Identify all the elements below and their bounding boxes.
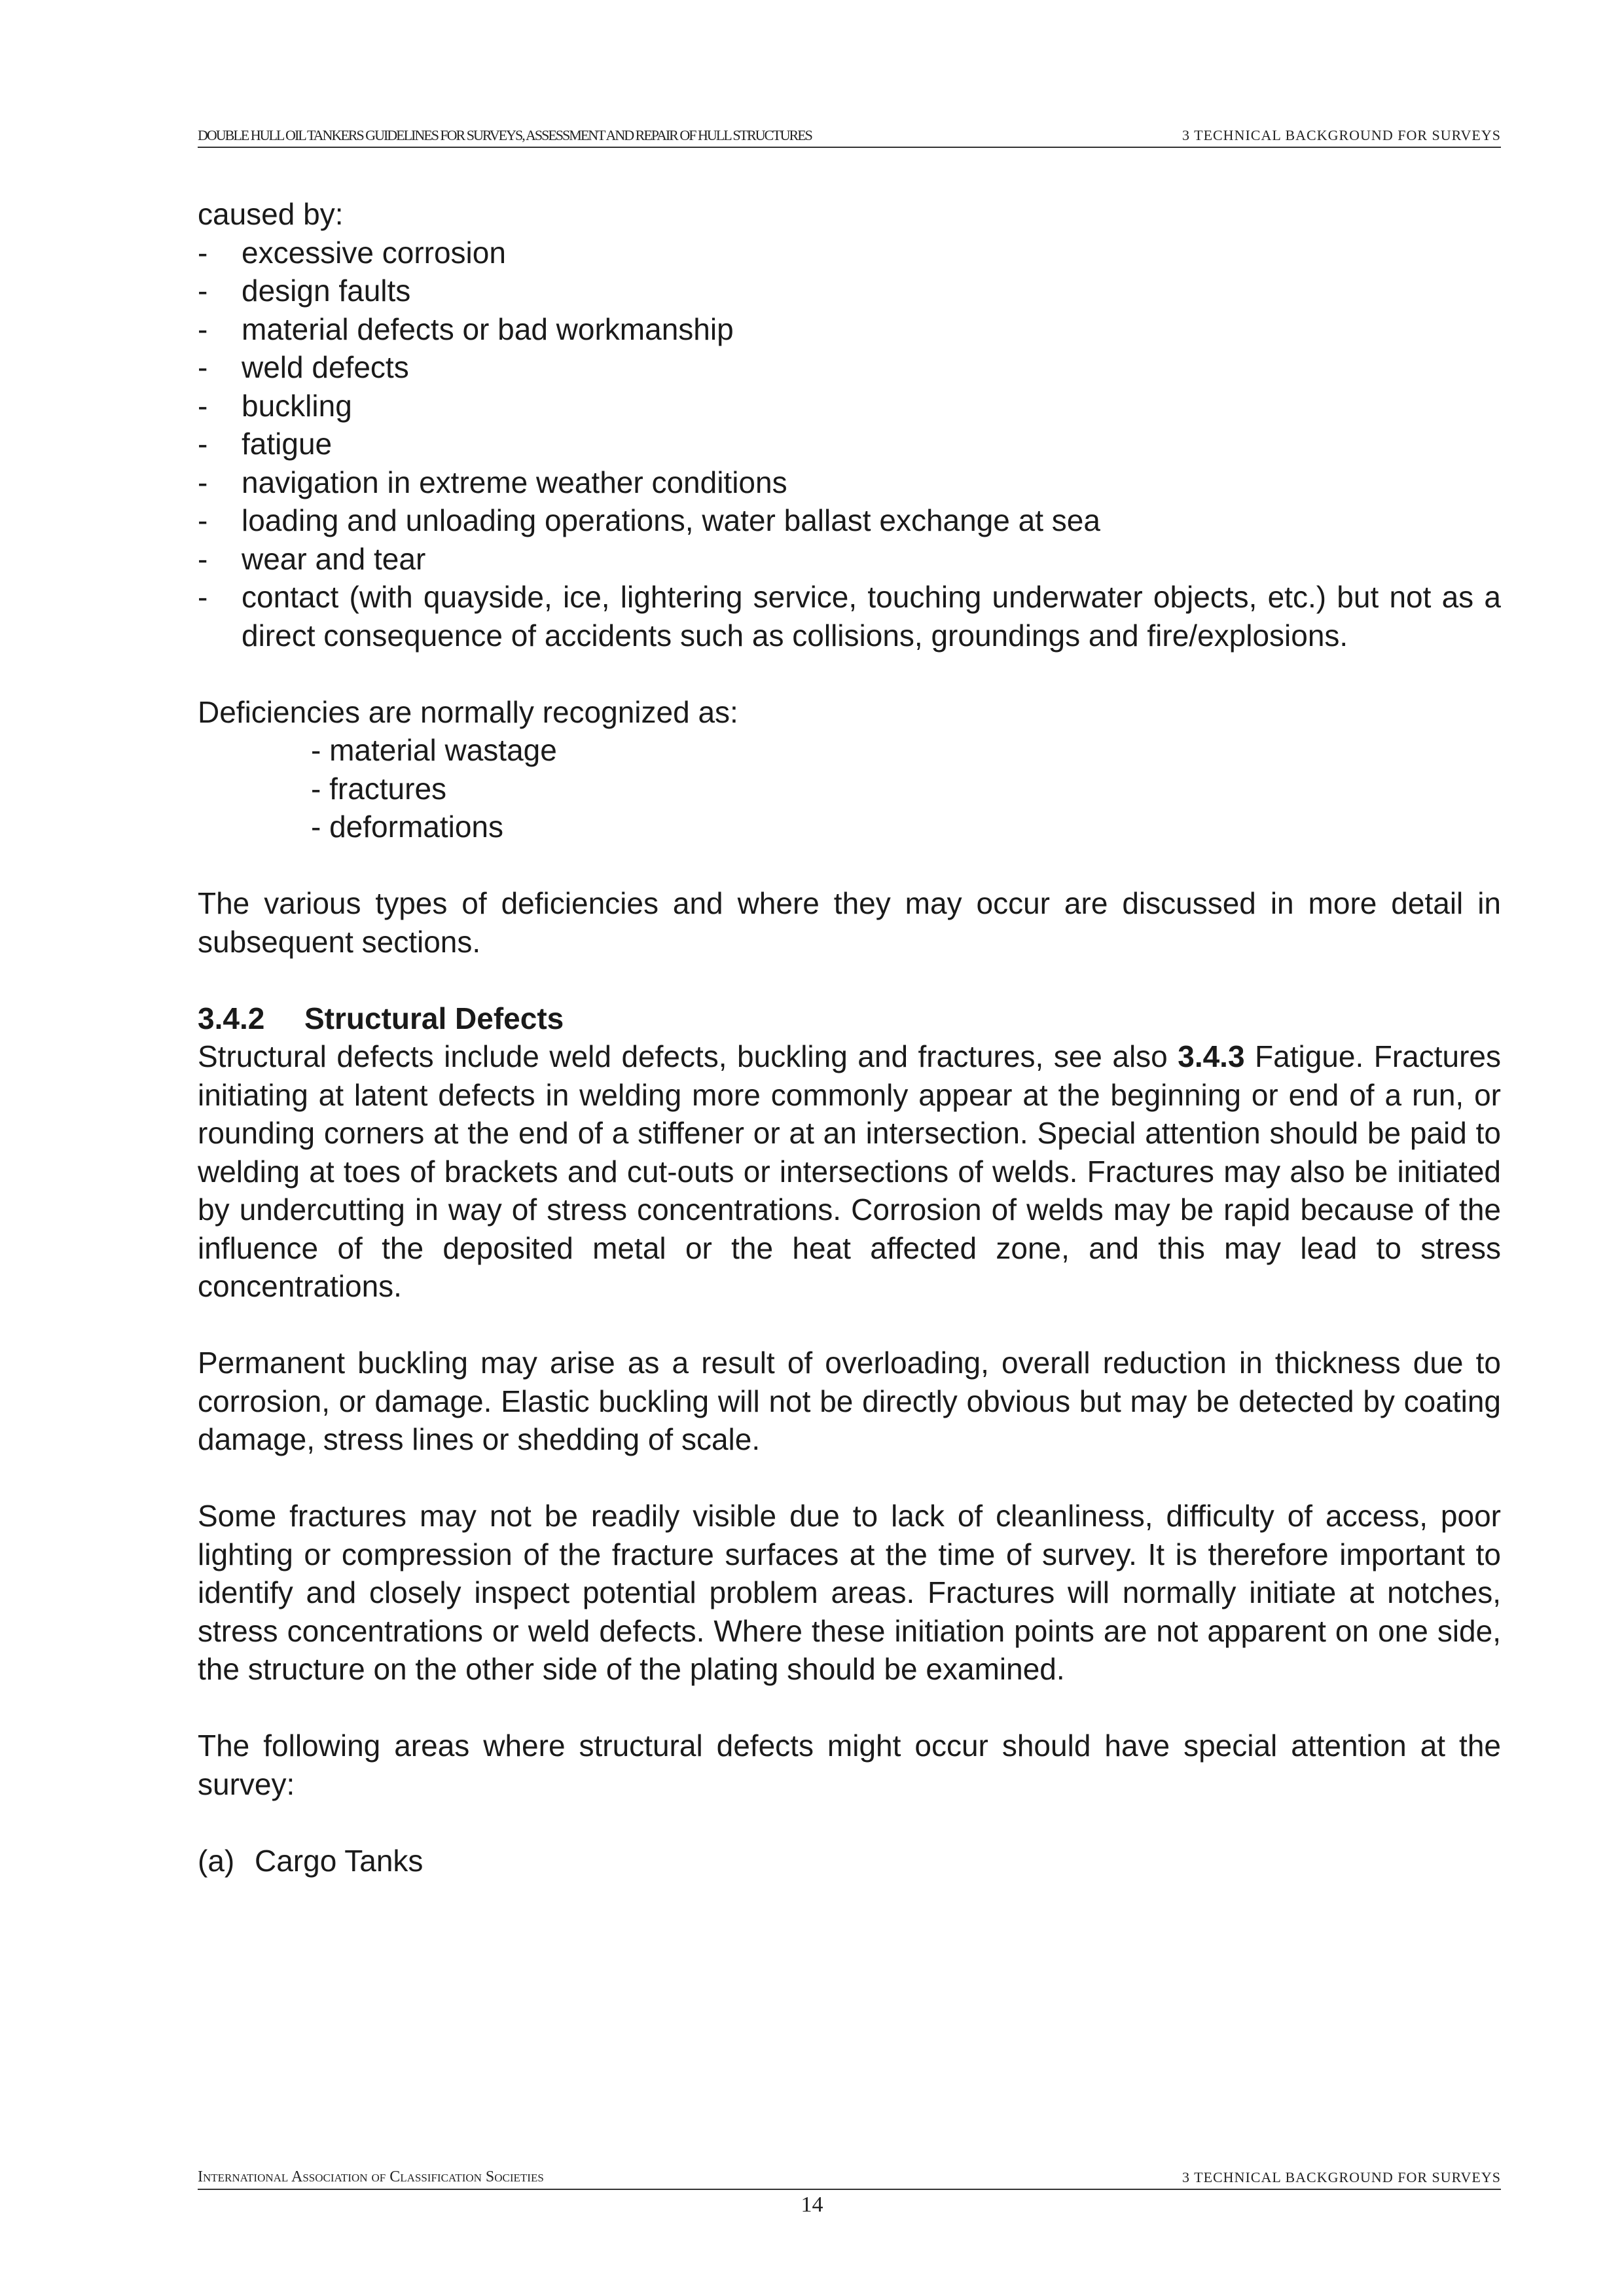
list-item: - deformations — [311, 810, 504, 844]
paragraph-fractures: Some fractures may not be readily visible due to lack of cleanliness, difficulty of access, poor lighting or compression of the fracture surfaces at the time of survey. It is therefore important to identify and closely inspect potential problem areas. Fractures will normally initiate at notches, stress concentrations or weld defects. Where these initiation points are not apparent on one side, the structure on the other side of the plating should be examined. — [198, 1499, 1501, 1686]
list-dash: - — [198, 350, 208, 384]
section-reference: 3.4.3 — [1178, 1039, 1245, 1073]
list-dash: - — [198, 541, 208, 576]
page-footer — [198, 2170, 1501, 2190]
header-document-title: DOUBLE HULL OIL TANKERS GUIDELINES FOR SURVEYS, ASSESSMENT AND REPAIR OF HULL STRUCTURES — [198, 127, 812, 143]
list-item: - navigation in extreme weather conditions — [198, 463, 1501, 502]
paragraph-structural-defects: Structural defects include weld defects, buckling and fractures, see also 3.4.3 Fatigue. Fractures initiating at latent defects in welding more commonly appear at the beginning or end of a run, or rounding corners at the end of a stiffener or at an intersection. Special attention should be paid to welding at toes of brackets and cut-outs or intersections of welds. Fractures may also be initiated by undercutting in way of stress concentrations. Corrosion of welds may be rapid because of the influence of the deposited metal or the heat affected zone, and this may lead to stress concentrations. — [198, 1039, 1501, 1303]
page-body — [198, 195, 1501, 1880]
list-dash: - — [198, 580, 208, 614]
list-item: - fractures — [311, 771, 447, 806]
subsection-label: (a) — [198, 1843, 235, 1878]
list-dash: - — [198, 465, 208, 499]
section-title: Structural Defects — [304, 1001, 564, 1035]
subsection-heading — [198, 1842, 1501, 1880]
page-header — [198, 128, 1501, 148]
section-number: 3.4.2 — [198, 1001, 265, 1035]
list-dash: - — [198, 235, 208, 270]
page-number: 14 — [801, 2193, 823, 2217]
list-item: - fatigue — [198, 425, 1501, 463]
subsection-title: Cargo Tanks — [255, 1843, 424, 1878]
deficiencies-list — [198, 731, 1501, 846]
list-item: - buckling — [198, 387, 1501, 425]
list-item: - material wastage — [311, 733, 557, 767]
causes-intro: caused by: — [198, 197, 344, 231]
list-item: - weld defects — [198, 348, 1501, 387]
list-item: - design faults — [198, 272, 1501, 310]
header-chapter-title: 3 TECHNICAL BACKGROUND FOR SURVEYS — [1182, 127, 1501, 143]
list-dash: - — [198, 274, 208, 308]
section-heading — [198, 999, 1501, 1038]
list-dash: - — [198, 503, 208, 537]
list-dash: - — [198, 388, 208, 423]
deficiencies-intro: Deficiencies are normally recognized as: — [198, 694, 738, 729]
list-dash: - — [198, 427, 208, 461]
list-item: - material defects or bad workmanship — [198, 310, 1501, 349]
footer-organization: International Association of Classification Societies — [198, 2168, 544, 2185]
footer-chapter-title: 3 TECHNICAL BACKGROUND FOR SURVEYS — [1182, 2169, 1501, 2185]
list-dash: - — [198, 312, 208, 346]
list-item: - contact (with quayside, ice, lightering service, touching underwater objects, etc.) but not as a direct consequence of accidents such as collisions, groundings and fire/explosions. — [198, 578, 1501, 655]
header-rule — [198, 147, 1501, 148]
list-item: - wear and tear — [198, 540, 1501, 579]
list-item: - loading and unloading operations, water ballast exchange at sea — [198, 501, 1501, 540]
paragraph-areas: The following areas where structural defects might occur should have special attention at the survey: — [198, 1729, 1501, 1801]
list-item: - excessive corrosion — [198, 234, 1501, 272]
deficiencies-note: The various types of deficiencies and where they may occur are discussed in more detail in subsequent sections. — [198, 886, 1501, 959]
causes-list — [198, 234, 1501, 655]
paragraph-buckling: Permanent buckling may arise as a result of overloading, overall reduction in thickness due to corrosion, or damage. Elastic buckling will not be directly obvious but may be detected by coating damage, stress lines or shedding of scale. — [198, 1346, 1501, 1456]
footer-rule — [198, 2189, 1501, 2190]
